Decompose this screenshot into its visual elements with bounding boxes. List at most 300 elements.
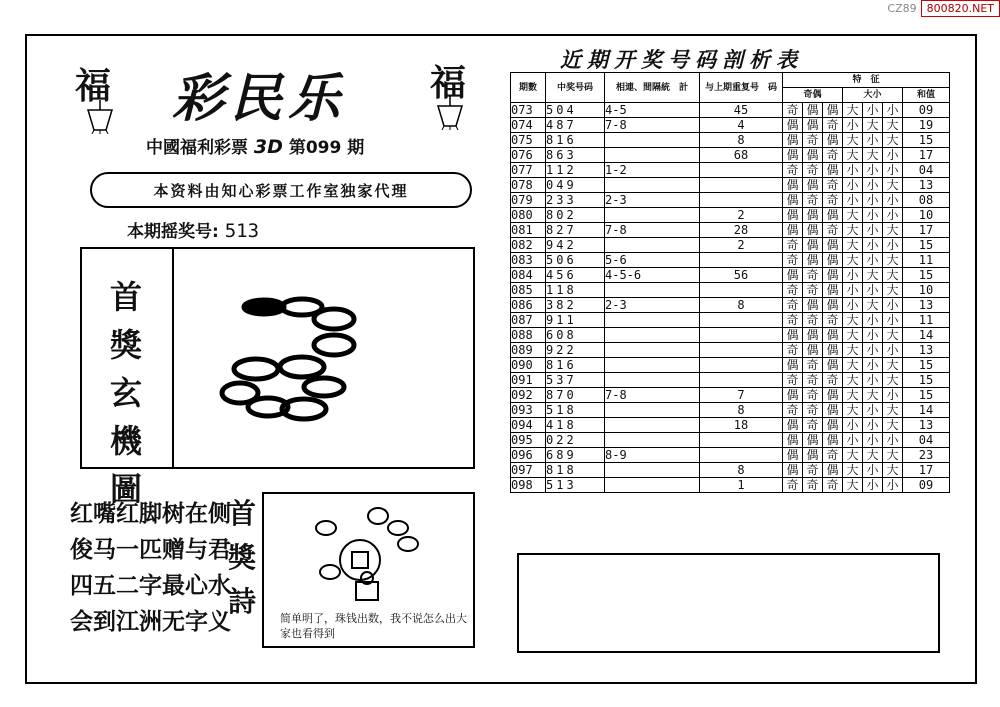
cell-repeat bbox=[700, 328, 783, 343]
cell-repeat: 1 bbox=[700, 478, 783, 493]
cell-winning-number: 537 bbox=[546, 373, 605, 388]
cell-sum: 04 bbox=[903, 163, 950, 178]
cell-odd-even: 奇 bbox=[823, 223, 843, 238]
cell-big-small: 小 bbox=[883, 103, 903, 118]
cell-adjacent bbox=[605, 433, 700, 448]
cell-repeat bbox=[700, 163, 783, 178]
cell-odd-even: 偶 bbox=[803, 433, 823, 448]
cell-odd-even: 奇 bbox=[803, 193, 823, 208]
cell-big-small: 小 bbox=[883, 298, 903, 313]
tassel-right-icon bbox=[430, 96, 470, 130]
cell-big-small: 小 bbox=[843, 268, 863, 283]
history-table bbox=[510, 72, 950, 493]
table-row bbox=[511, 133, 950, 148]
xuanji-box bbox=[80, 247, 475, 508]
cell-big-small: 大 bbox=[843, 253, 863, 268]
cell-big-small: 大 bbox=[843, 313, 863, 328]
xuanji-beads-picture bbox=[212, 289, 432, 429]
cell-big-small: 小 bbox=[863, 103, 883, 118]
cell-odd-even: 偶 bbox=[823, 268, 843, 283]
cell-big-small: 小 bbox=[843, 298, 863, 313]
cell-issue: 088 bbox=[511, 328, 546, 343]
cell-adjacent: 2-3 bbox=[605, 193, 700, 208]
cell-big-small: 大 bbox=[863, 448, 883, 463]
table-row bbox=[511, 283, 950, 298]
cell-big-small: 小 bbox=[843, 433, 863, 448]
cell-issue: 082 bbox=[511, 238, 546, 253]
cell-winning-number: 022 bbox=[546, 433, 605, 448]
cell-odd-even: 偶 bbox=[783, 193, 803, 208]
cell-sum: 15 bbox=[903, 268, 950, 283]
issue-game: 3D bbox=[253, 136, 283, 158]
poem-title bbox=[224, 492, 260, 624]
notice-banner: 本资料由知心彩票工作室独家代理 bbox=[90, 172, 472, 208]
cell-issue: 094 bbox=[511, 418, 546, 433]
cell-issue: 095 bbox=[511, 433, 546, 448]
cell-big-small: 大 bbox=[843, 133, 863, 148]
cell-repeat: 45 bbox=[700, 103, 783, 118]
cell-adjacent bbox=[605, 463, 700, 478]
cell-adjacent: 2-3 bbox=[605, 298, 700, 313]
cell-odd-even: 偶 bbox=[783, 328, 803, 343]
cell-repeat: 8 bbox=[700, 463, 783, 478]
cell-repeat: 56 bbox=[700, 268, 783, 283]
cell-big-small: 大 bbox=[883, 403, 903, 418]
cell-repeat bbox=[700, 358, 783, 373]
cell-big-small: 小 bbox=[863, 328, 883, 343]
col-feature: 特 征 bbox=[783, 73, 950, 88]
blank-notes-box bbox=[517, 553, 940, 653]
cell-repeat: 4 bbox=[700, 118, 783, 133]
cell-odd-even: 奇 bbox=[803, 418, 823, 433]
cell-odd-even: 偶 bbox=[783, 388, 803, 403]
cell-odd-even: 奇 bbox=[823, 148, 843, 163]
table-row bbox=[511, 328, 950, 343]
cell-adjacent: 1-2 bbox=[605, 163, 700, 178]
cell-issue: 079 bbox=[511, 193, 546, 208]
cell-big-small: 小 bbox=[883, 208, 903, 223]
cell-big-small: 小 bbox=[843, 118, 863, 133]
cell-issue: 098 bbox=[511, 478, 546, 493]
cell-odd-even: 偶 bbox=[823, 403, 843, 418]
cell-winning-number: 112 bbox=[546, 163, 605, 178]
cell-sum: 13 bbox=[903, 343, 950, 358]
cell-adjacent bbox=[605, 403, 700, 418]
cell-adjacent: 7-8 bbox=[605, 118, 700, 133]
table-row bbox=[511, 463, 950, 478]
cell-odd-even: 奇 bbox=[783, 298, 803, 313]
poem-line: 会到江洲无字义 bbox=[70, 609, 231, 635]
cell-sum: 15 bbox=[903, 133, 950, 148]
cell-repeat bbox=[700, 433, 783, 448]
cell-big-small: 小 bbox=[863, 178, 883, 193]
cell-big-small: 小 bbox=[883, 388, 903, 403]
hint-picture-box bbox=[262, 492, 475, 648]
col-adjacent: 相連、間隔統 計 bbox=[605, 73, 700, 103]
xuanji-title-char: 圖 bbox=[109, 470, 142, 508]
poem-line: 俊马一匹赠与君 bbox=[70, 537, 231, 563]
xuanji-title-char: 玄 bbox=[109, 374, 142, 412]
cell-odd-even: 偶 bbox=[803, 253, 823, 268]
cell-big-small: 小 bbox=[883, 163, 903, 178]
cell-odd-even: 偶 bbox=[823, 253, 843, 268]
cell-odd-even: 奇 bbox=[783, 313, 803, 328]
cell-sum: 11 bbox=[903, 313, 950, 328]
cell-big-small: 小 bbox=[843, 163, 863, 178]
cell-big-small: 小 bbox=[863, 433, 883, 448]
cell-repeat: 28 bbox=[700, 223, 783, 238]
cell-big-small: 小 bbox=[883, 148, 903, 163]
cell-odd-even: 奇 bbox=[803, 268, 823, 283]
cell-sum: 13 bbox=[903, 298, 950, 313]
cell-adjacent bbox=[605, 208, 700, 223]
cell-odd-even: 奇 bbox=[803, 463, 823, 478]
cell-odd-even: 偶 bbox=[803, 343, 823, 358]
cell-big-small: 小 bbox=[863, 193, 883, 208]
cell-winning-number: 816 bbox=[546, 358, 605, 373]
cell-winning-number: 506 bbox=[546, 253, 605, 268]
cell-adjacent: 5-6 bbox=[605, 253, 700, 268]
cell-winning-number: 233 bbox=[546, 193, 605, 208]
cell-odd-even: 偶 bbox=[803, 178, 823, 193]
cell-issue: 097 bbox=[511, 463, 546, 478]
cell-issue: 078 bbox=[511, 178, 546, 193]
cell-big-small: 大 bbox=[843, 373, 863, 388]
cell-sum: 13 bbox=[903, 178, 950, 193]
xuanji-title bbox=[106, 273, 146, 513]
cell-repeat: 8 bbox=[700, 298, 783, 313]
cell-issue: 090 bbox=[511, 358, 546, 373]
table-row bbox=[511, 448, 950, 463]
cell-winning-number: 518 bbox=[546, 403, 605, 418]
cell-odd-even: 奇 bbox=[803, 403, 823, 418]
cell-sum: 13 bbox=[903, 418, 950, 433]
fu-character-right: 福 bbox=[430, 62, 467, 104]
table-row bbox=[511, 223, 950, 238]
table-row bbox=[511, 358, 950, 373]
cell-big-small: 大 bbox=[883, 253, 903, 268]
cell-big-small: 小 bbox=[863, 223, 883, 238]
tassel-left-icon bbox=[80, 100, 120, 134]
cell-odd-even: 奇 bbox=[783, 103, 803, 118]
draw-label: 本期摇奖号: bbox=[127, 222, 219, 242]
cell-odd-even: 偶 bbox=[823, 418, 843, 433]
cell-big-small: 大 bbox=[843, 328, 863, 343]
cell-adjacent bbox=[605, 283, 700, 298]
issue-prefix: 中國福利彩票 bbox=[146, 138, 248, 158]
cell-odd-even: 奇 bbox=[783, 253, 803, 268]
cell-odd-even: 偶 bbox=[823, 358, 843, 373]
cell-sum: 09 bbox=[903, 478, 950, 493]
table-row bbox=[511, 418, 950, 433]
cell-odd-even: 偶 bbox=[803, 223, 823, 238]
cell-big-small: 小 bbox=[883, 193, 903, 208]
cell-winning-number: 818 bbox=[546, 463, 605, 478]
table-row bbox=[511, 343, 950, 358]
cell-adjacent bbox=[605, 313, 700, 328]
col-odd-even: 奇偶 bbox=[783, 88, 843, 103]
cell-big-small: 大 bbox=[843, 238, 863, 253]
logo-title: 彩民乐 bbox=[172, 68, 347, 129]
table-row bbox=[511, 253, 950, 268]
cell-issue: 073 bbox=[511, 103, 546, 118]
cell-big-small: 小 bbox=[863, 208, 883, 223]
cell-issue: 089 bbox=[511, 343, 546, 358]
cell-winning-number: 418 bbox=[546, 418, 605, 433]
cell-adjacent: 4-5-6 bbox=[605, 268, 700, 283]
cell-sum: 14 bbox=[903, 328, 950, 343]
cell-odd-even: 偶 bbox=[783, 358, 803, 373]
cell-winning-number: 382 bbox=[546, 298, 605, 313]
cell-issue: 087 bbox=[511, 313, 546, 328]
table-row bbox=[511, 118, 950, 133]
cell-repeat bbox=[700, 448, 783, 463]
cell-sum: 15 bbox=[903, 388, 950, 403]
cell-winning-number: 863 bbox=[546, 148, 605, 163]
cell-odd-even: 奇 bbox=[783, 478, 803, 493]
cell-winning-number: 689 bbox=[546, 448, 605, 463]
cell-sum: 10 bbox=[903, 208, 950, 223]
cell-sum: 19 bbox=[903, 118, 950, 133]
cell-big-small: 小 bbox=[863, 373, 883, 388]
poem-line: 红嘴红脚树在侧 bbox=[70, 501, 231, 527]
cell-big-small: 小 bbox=[863, 463, 883, 478]
issue-line bbox=[146, 133, 364, 158]
cell-sum: 10 bbox=[903, 283, 950, 298]
cell-big-small: 大 bbox=[863, 118, 883, 133]
cell-issue: 092 bbox=[511, 388, 546, 403]
cell-odd-even: 奇 bbox=[803, 388, 823, 403]
cell-issue: 085 bbox=[511, 283, 546, 298]
cell-odd-even: 奇 bbox=[803, 358, 823, 373]
cell-big-small: 小 bbox=[843, 178, 863, 193]
cell-big-small: 小 bbox=[863, 163, 883, 178]
cell-winning-number: 456 bbox=[546, 268, 605, 283]
cell-big-small: 小 bbox=[883, 478, 903, 493]
fu-character-left: 福 bbox=[75, 65, 112, 107]
poem-line: 四五二字最心水 bbox=[70, 573, 231, 599]
cell-odd-even: 奇 bbox=[783, 163, 803, 178]
cell-odd-even: 偶 bbox=[783, 418, 803, 433]
cell-big-small: 小 bbox=[863, 133, 883, 148]
col-repeat: 与上期重复号 码 bbox=[700, 73, 783, 103]
cell-odd-even: 奇 bbox=[823, 478, 843, 493]
cell-big-small: 大 bbox=[843, 478, 863, 493]
cell-odd-even: 奇 bbox=[783, 238, 803, 253]
cell-big-small: 小 bbox=[863, 253, 883, 268]
cell-odd-even: 奇 bbox=[803, 163, 823, 178]
cell-odd-even: 偶 bbox=[783, 433, 803, 448]
cell-repeat: 2 bbox=[700, 208, 783, 223]
col-winning: 中奖号码 bbox=[546, 73, 605, 103]
cell-adjacent bbox=[605, 238, 700, 253]
table-row bbox=[511, 238, 950, 253]
cell-adjacent: 7-8 bbox=[605, 223, 700, 238]
cell-big-small: 大 bbox=[843, 148, 863, 163]
cell-issue: 075 bbox=[511, 133, 546, 148]
watermark-site-link[interactable]: 800820.NET bbox=[921, 0, 1000, 17]
cell-sum: 17 bbox=[903, 148, 950, 163]
cell-sum: 15 bbox=[903, 238, 950, 253]
cell-odd-even: 偶 bbox=[823, 388, 843, 403]
cell-adjacent bbox=[605, 358, 700, 373]
cell-big-small: 大 bbox=[843, 223, 863, 238]
cell-winning-number: 816 bbox=[546, 133, 605, 148]
cell-adjacent: 7-8 bbox=[605, 388, 700, 403]
table-row bbox=[511, 403, 950, 418]
cell-big-small: 小 bbox=[863, 313, 883, 328]
table-row bbox=[511, 268, 950, 283]
table-row bbox=[511, 298, 950, 313]
table-row bbox=[511, 433, 950, 448]
cell-big-small: 大 bbox=[883, 223, 903, 238]
cell-odd-even: 偶 bbox=[783, 223, 803, 238]
cell-issue: 093 bbox=[511, 403, 546, 418]
cell-repeat bbox=[700, 193, 783, 208]
cell-big-small: 大 bbox=[883, 178, 903, 193]
table-row bbox=[511, 478, 950, 493]
cell-winning-number: 870 bbox=[546, 388, 605, 403]
cell-sum: 14 bbox=[903, 403, 950, 418]
cell-big-small: 大 bbox=[843, 103, 863, 118]
cell-odd-even: 偶 bbox=[783, 118, 803, 133]
table-row bbox=[511, 373, 950, 388]
cell-odd-even: 奇 bbox=[783, 373, 803, 388]
cell-big-small: 大 bbox=[863, 298, 883, 313]
cell-adjacent bbox=[605, 478, 700, 493]
cell-winning-number: 504 bbox=[546, 103, 605, 118]
cell-big-small: 小 bbox=[863, 358, 883, 373]
cell-adjacent bbox=[605, 343, 700, 358]
cell-winning-number: 942 bbox=[546, 238, 605, 253]
cell-big-small: 大 bbox=[843, 208, 863, 223]
cell-big-small: 大 bbox=[843, 403, 863, 418]
cell-issue: 080 bbox=[511, 208, 546, 223]
table-row bbox=[511, 313, 950, 328]
cell-sum: 17 bbox=[903, 463, 950, 478]
cell-sum: 17 bbox=[903, 223, 950, 238]
cell-issue: 096 bbox=[511, 448, 546, 463]
cell-repeat: 7 bbox=[700, 388, 783, 403]
cell-issue: 077 bbox=[511, 163, 546, 178]
cell-big-small: 小 bbox=[863, 403, 883, 418]
cell-odd-even: 偶 bbox=[803, 208, 823, 223]
cell-repeat: 18 bbox=[700, 418, 783, 433]
cell-winning-number: 922 bbox=[546, 343, 605, 358]
cell-sum: 15 bbox=[903, 358, 950, 373]
issue-number: 第099 期 bbox=[288, 138, 365, 158]
cell-big-small: 大 bbox=[863, 388, 883, 403]
cell-adjacent bbox=[605, 328, 700, 343]
cell-adjacent bbox=[605, 373, 700, 388]
cell-big-small: 大 bbox=[883, 133, 903, 148]
cell-odd-even: 奇 bbox=[783, 343, 803, 358]
cell-big-small: 小 bbox=[863, 478, 883, 493]
cell-odd-even: 偶 bbox=[823, 163, 843, 178]
cell-big-small: 大 bbox=[843, 448, 863, 463]
cell-odd-even: 奇 bbox=[803, 313, 823, 328]
cell-big-small: 大 bbox=[843, 463, 863, 478]
cell-odd-even: 奇 bbox=[823, 373, 843, 388]
table-row bbox=[511, 208, 950, 223]
cell-adjacent: 4-5 bbox=[605, 103, 700, 118]
xuanji-title-char: 獎 bbox=[109, 326, 142, 364]
cell-odd-even: 偶 bbox=[803, 103, 823, 118]
cell-odd-even: 偶 bbox=[803, 238, 823, 253]
cell-issue: 081 bbox=[511, 223, 546, 238]
cell-odd-even: 偶 bbox=[823, 283, 843, 298]
cell-odd-even: 偶 bbox=[823, 298, 843, 313]
cell-winning-number: 802 bbox=[546, 208, 605, 223]
cell-odd-even: 偶 bbox=[823, 133, 843, 148]
cell-winning-number: 827 bbox=[546, 223, 605, 238]
cell-big-small: 小 bbox=[863, 418, 883, 433]
cell-odd-even: 奇 bbox=[823, 313, 843, 328]
cell-odd-even: 奇 bbox=[823, 193, 843, 208]
cell-big-small: 小 bbox=[883, 313, 903, 328]
cell-odd-even: 偶 bbox=[803, 298, 823, 313]
cell-odd-even: 偶 bbox=[783, 448, 803, 463]
cell-sum: 08 bbox=[903, 193, 950, 208]
cell-big-small: 小 bbox=[843, 193, 863, 208]
cell-big-small: 大 bbox=[883, 118, 903, 133]
cell-odd-even: 奇 bbox=[823, 178, 843, 193]
cell-winning-number: 049 bbox=[546, 178, 605, 193]
cell-odd-even: 偶 bbox=[803, 328, 823, 343]
cell-sum: 04 bbox=[903, 433, 950, 448]
cell-odd-even: 偶 bbox=[823, 463, 843, 478]
table-row bbox=[511, 103, 950, 118]
cell-odd-even: 奇 bbox=[803, 283, 823, 298]
cell-winning-number: 608 bbox=[546, 328, 605, 343]
draw-value: 513 bbox=[224, 220, 260, 242]
cell-odd-even: 偶 bbox=[823, 208, 843, 223]
cell-big-small: 小 bbox=[883, 343, 903, 358]
cell-big-small: 大 bbox=[883, 283, 903, 298]
cell-odd-even: 偶 bbox=[783, 148, 803, 163]
poem-title-char: 詩 bbox=[227, 585, 256, 618]
cell-issue: 091 bbox=[511, 373, 546, 388]
cell-big-small: 小 bbox=[843, 283, 863, 298]
cell-big-small: 大 bbox=[883, 463, 903, 478]
cell-big-small: 大 bbox=[843, 358, 863, 373]
cell-odd-even: 偶 bbox=[823, 343, 843, 358]
table-title: 近期开奖号码剖析表 bbox=[560, 47, 803, 72]
cell-odd-even: 奇 bbox=[823, 448, 843, 463]
cell-repeat bbox=[700, 373, 783, 388]
col-sum: 和值 bbox=[903, 88, 950, 103]
cell-odd-even: 奇 bbox=[783, 283, 803, 298]
cell-repeat bbox=[700, 253, 783, 268]
cell-odd-even: 偶 bbox=[783, 268, 803, 283]
cell-odd-even: 奇 bbox=[803, 373, 823, 388]
cell-odd-even: 偶 bbox=[783, 133, 803, 148]
cell-sum: 09 bbox=[903, 103, 950, 118]
cell-issue: 083 bbox=[511, 253, 546, 268]
draw-result bbox=[127, 217, 259, 242]
cell-big-small: 小 bbox=[883, 238, 903, 253]
cell-big-small: 大 bbox=[883, 418, 903, 433]
cell-big-small: 大 bbox=[863, 268, 883, 283]
cell-repeat: 68 bbox=[700, 148, 783, 163]
cell-odd-even: 偶 bbox=[783, 178, 803, 193]
cell-big-small: 大 bbox=[863, 148, 883, 163]
cell-big-small: 小 bbox=[883, 433, 903, 448]
cell-winning-number: 118 bbox=[546, 283, 605, 298]
cell-odd-even: 偶 bbox=[803, 148, 823, 163]
cell-sum: 11 bbox=[903, 253, 950, 268]
watermark-prefix: CZ89 bbox=[887, 2, 917, 15]
